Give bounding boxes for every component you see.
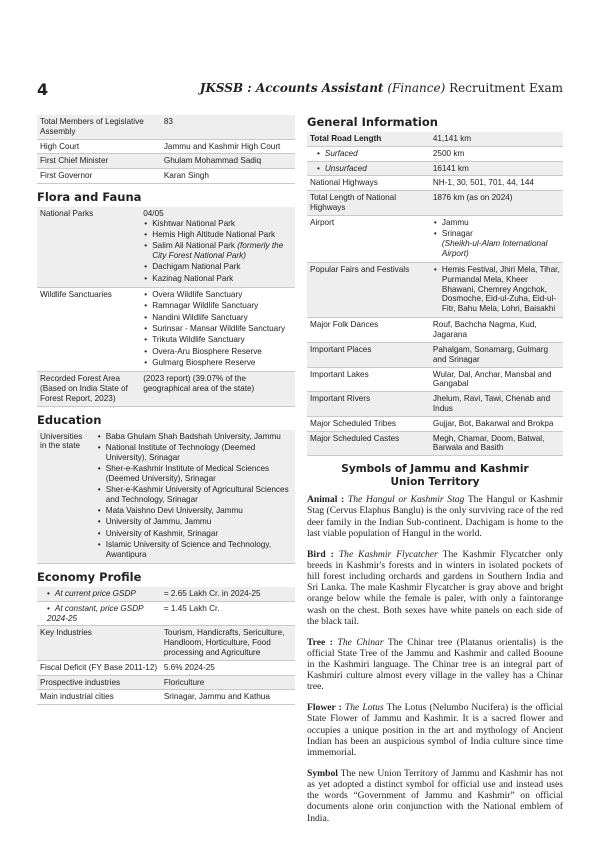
general-table [307, 132, 563, 456]
row-value: 41,141 km [430, 132, 563, 146]
airport-list [433, 218, 560, 259]
table-row [37, 288, 295, 372]
table-row [37, 139, 295, 154]
table-row [307, 392, 563, 417]
row-value: Floriculture [161, 675, 295, 690]
running-title-main: JKSSB : Accounts Assistant [199, 81, 384, 95]
list-item: • Hemis Festival, Jhiri Mela, Tihar, Purmandal Mela, Kheer Bhawani, Chemrey Angchok, Dosmoche, Eid-ul-Zuha, Eid-ul-Fitr, Bahu Mela, Lohri, Baisakhi [433, 265, 560, 314]
row-key: High Court [37, 139, 161, 154]
row-value [430, 262, 563, 317]
running-title-rest: Recruitment Exam [449, 81, 563, 95]
right-column [307, 115, 563, 833]
list-item: • Gulmarg Biosphere Reserve [143, 358, 292, 368]
list-item [433, 229, 560, 258]
row-key: Important Lakes [307, 367, 430, 392]
row-value [140, 207, 295, 288]
table-row [307, 146, 563, 161]
row-value: Megh, Chamar, Doom, Batwal, Barwala and Basith [430, 431, 563, 456]
row-key: Major Scheduled Tribes [307, 416, 430, 431]
row-key: Universities in the state [37, 430, 94, 564]
table-row [37, 430, 295, 564]
symbol-emblem-paragraph [307, 768, 563, 824]
table-row [37, 690, 295, 705]
table-row [307, 191, 563, 216]
airport-note: (Sheikh-ul-Alam International Airport) [441, 238, 548, 258]
list-item: • Sher-e-Kashmir University of Agricultural Sciences and Technology, Srinagar [97, 485, 292, 505]
symbols-heading-line-2: Union Territory [390, 476, 480, 489]
symbols-heading-line-1: Symbols of Jammu and Kashmir [341, 463, 529, 476]
row-key: Airport [307, 215, 430, 262]
symbol-label: Symbol [307, 767, 338, 779]
symbol-tree-paragraph [307, 637, 563, 693]
row-key: First Chief Minister [37, 154, 161, 169]
running-title [200, 81, 563, 95]
symbols-heading [307, 463, 563, 489]
parks-count: 04/05 [143, 208, 164, 218]
general-heading: General Information [307, 115, 438, 129]
list-item: • Jammu [433, 218, 560, 228]
park-name: Salim Ali National Park [152, 241, 236, 251]
row-key: National Parks [37, 207, 140, 288]
row-value [430, 215, 563, 262]
table-row [37, 169, 295, 184]
list-item: • Surinsar - Mansar Wildlife Sanctuary [143, 324, 292, 334]
symbol-label: Animal : [307, 494, 345, 506]
table-row [307, 161, 563, 176]
row-value: 5.6% 2024-25 [161, 660, 295, 675]
university-list [97, 432, 292, 560]
list-item: • Mata Vaishno Devi University, Jammu [97, 506, 292, 516]
row-key: • At constant, price GSDP 2024-25 [37, 601, 161, 626]
list-item: • Kazinag National Park [143, 274, 292, 284]
row-key: Important Rivers [307, 392, 430, 417]
sanctuary-list [143, 290, 292, 368]
row-value: Rouf, Bachcha Nagma, Kud, Jagarana [430, 318, 563, 343]
row-value: Gujjar, Bot, Bakarwal and Brokpa [430, 416, 563, 431]
row-value: Jammu and Kashmir High Court [161, 139, 295, 154]
row-value [140, 288, 295, 372]
row-value: 2500 km [430, 146, 563, 161]
table-row [37, 207, 295, 288]
symbol-text: The Chinar tree (Platanus orientalis) is the official State Tree of the Jammu and Kashmir and called Booune in the Kashmiri language. The Chinar tree is an integral part of Kashmiri culture almost every village in the valley has a Chinar tree. [307, 636, 563, 693]
list-item: • Nandini Wildlife Sanctuary [143, 313, 292, 323]
table-row [37, 675, 295, 690]
economy-table [37, 587, 295, 705]
list-item: • Hemis High Altitude National Park [143, 230, 292, 240]
flora-heading: Flora and Fauna [37, 189, 142, 204]
row-key: Total Members of Legislative Assembly [37, 115, 161, 139]
table-row [307, 343, 563, 368]
table-row [37, 626, 295, 660]
row-key: National Highways [307, 176, 430, 191]
table-row [307, 416, 563, 431]
row-value: = 2.65 Lakh Cr. in 2024-25 [161, 587, 295, 601]
symbol-label: Bird : [307, 548, 334, 560]
row-value: Wular, Dal, Anchar, Mansbal and Gangabal [430, 367, 563, 392]
row-key: Recorded Forest Area (Based on India State of Forest Report, 2023) [37, 372, 140, 406]
fairs-list [433, 265, 560, 314]
row-key: • Surfaced [307, 146, 430, 161]
row-value: = 1.45 Lakh Cr. [161, 601, 295, 626]
row-value: Srinagar, Jammu and Kathua [161, 690, 295, 705]
table-row [307, 367, 563, 392]
list-item: • Overa-Aru Biosphere Reserve [143, 347, 292, 357]
row-value: 16141 km [430, 161, 563, 176]
row-value: Karan Singh [161, 169, 295, 184]
left-column [37, 115, 295, 705]
row-value: NH-1, 30, 501, 701, 44, 144 [430, 176, 563, 191]
row-value: Tourism, Handicrafts, Sericulture, Handloom, Horticulture, Food processing and Agriculture [161, 626, 295, 660]
symbol-text: The Kashmir Flycatcher only breeds in Kashmir's forests and in winters in isolated pockets of hill forest including orchards and gardens in Southern India and Sri Lanka. The male Kashmir Flycatcher is gray above and bright orange below while the female is paler, with only a faintorange wash on the chest. Both sexes have white panels on each side of the black tail. [307, 548, 563, 627]
economy-heading: Economy Profile [37, 570, 142, 585]
row-key: Wildlife Sanctuaries [37, 288, 140, 372]
symbol-text: The Lotus (Nelumbo Nucifera) is the official State Flower of Jammu and Kashmir. It is a sacred flower and occupies a unique position in the art and mythology of Ancient Indian has been an auspicious symbol of India culture since time immemorial. [307, 702, 563, 759]
table-row [307, 176, 563, 191]
symbol-label: Tree : [307, 636, 333, 648]
row-key: Key Industries [37, 626, 161, 660]
symbol-name: The Lotus [344, 702, 384, 714]
assembly-table [37, 115, 295, 184]
symbol-name: The Kashmir Flycatcher [338, 548, 438, 560]
row-key: Total Road Length [307, 132, 430, 146]
row-key: Important Places [307, 343, 430, 368]
row-key: Main industrial cities [37, 690, 161, 705]
park-note: (formerly the City Forest National Park) [152, 241, 284, 261]
list-item: • Overa Wildlife Sanctuary [143, 290, 292, 300]
list-item [143, 241, 292, 261]
running-title-italic: (Finance) [387, 81, 446, 95]
symbol-name: The Chinar [337, 636, 384, 648]
table-row [307, 318, 563, 343]
row-key: First Governor [37, 169, 161, 184]
row-key: Major Scheduled Castes [307, 431, 430, 456]
table-row [307, 262, 563, 317]
row-key: Fiscal Deficit (FY Base 2011-12) [37, 660, 161, 675]
table-row [37, 372, 295, 406]
row-value: 1876 km (as on 2024) [430, 191, 563, 216]
symbol-name: The Hangul or Kashmir Stag [347, 494, 465, 506]
list-item: • National Institute of Technology (Deemed University), Srinagar [97, 443, 292, 463]
table-row [37, 115, 295, 139]
flora-table [37, 207, 295, 407]
table-row [307, 132, 563, 146]
row-value: Pahalgam, Sonamarg, Gulmarg and Srinagar [430, 343, 563, 368]
row-value: Ghulam Mohammad Sadiq [161, 154, 295, 169]
education-heading: Education [37, 412, 102, 427]
table-row [37, 660, 295, 675]
row-key: Popular Fairs and Festivals [307, 262, 430, 317]
airport-city: Srinagar [441, 229, 473, 239]
row-key: • Unsurfaced [307, 161, 430, 176]
list-item: • Trikuta Wildlife Sanctuary [143, 335, 292, 345]
row-key: Major Folk Dances [307, 318, 430, 343]
row-key: • At current price GSDP [37, 587, 161, 601]
row-value: 83 [161, 115, 295, 139]
row-key: Prospective industries [37, 675, 161, 690]
symbol-animal-paragraph [307, 494, 563, 539]
list-item: • Baba Ghulam Shah Badshah University, Jammu [97, 432, 292, 442]
row-value: Jhelum, Ravi, Tawi, Chenab and Indus [430, 392, 563, 417]
symbol-label: Flower : [307, 702, 342, 714]
table-row [307, 431, 563, 456]
symbol-bird-paragraph [307, 549, 563, 627]
page-number: 4 [37, 80, 49, 99]
symbol-text: The Hangul or Kashmir Stag (Cervus Elaphus Banglu) is the only surviving race of the red deer family in the Indian Sub-continent. Dachigam is home to the last viable population of Hangul in the world. [307, 494, 563, 539]
table-row [37, 601, 295, 626]
list-item: • University of Jammu, Jammu [97, 517, 292, 527]
table-row [37, 587, 295, 601]
list-item: • Sher-e-Kashmir Institute of Medical Sciences (Deemed University), Srinagar [97, 464, 292, 484]
list-item: • Dachigam National Park [143, 262, 292, 272]
row-value: (2023 report) (39.07% of the geographical area of the state) [140, 372, 295, 406]
symbol-text: The new Union Territory of Jammu and Kashmir has not as yet adopted a distinct symbol for official use and instead uses the words “Government of Jammu and Kashmir” on official documents alone orin conjunction with the National emblem of India. [307, 767, 563, 824]
list-item: • Islamic University of Science and Technology, Awantipura [97, 540, 292, 560]
list-item: • Kishtwar National Park [143, 219, 292, 229]
page-header [37, 80, 563, 102]
table-row [307, 215, 563, 262]
list-item: • Ramnagar Wildlife Sanctuary [143, 301, 292, 311]
list-item: • University of Kashmir, Srinagar [97, 529, 292, 539]
symbol-flower-paragraph [307, 702, 563, 758]
education-table [37, 430, 295, 565]
parks-list [143, 219, 292, 284]
row-key: Total Length of National Highways [307, 191, 430, 216]
row-value [94, 430, 295, 564]
table-row [37, 154, 295, 169]
